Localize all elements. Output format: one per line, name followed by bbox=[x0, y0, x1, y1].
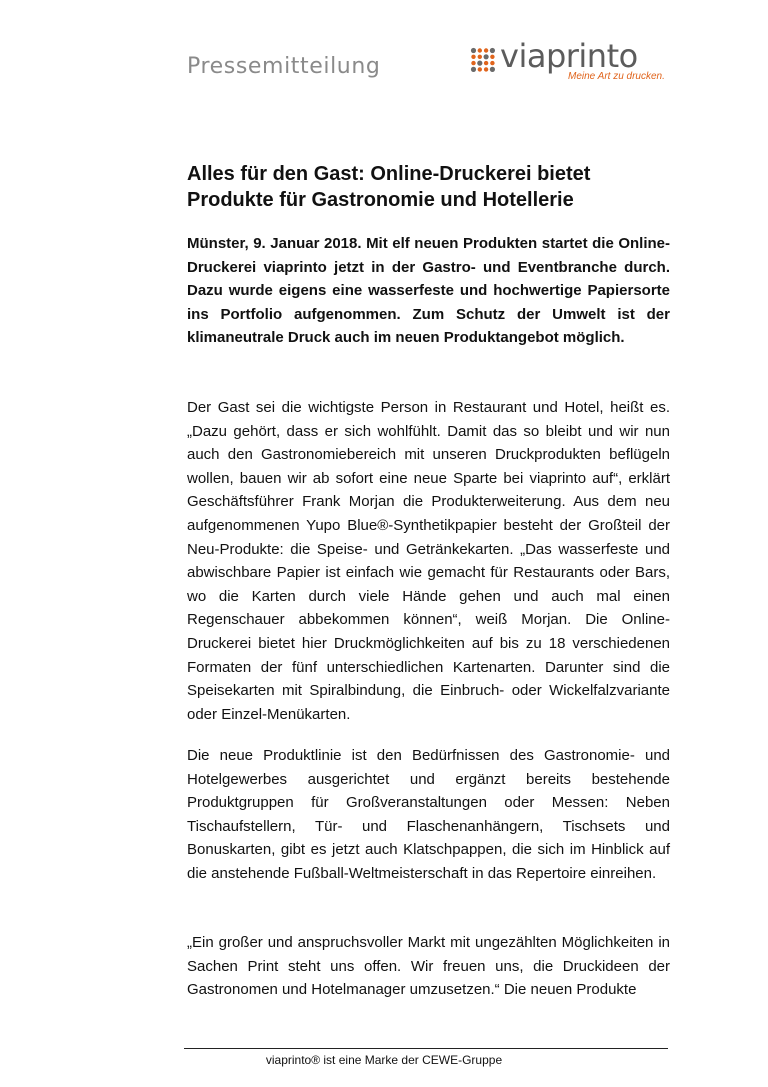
logo-dot bbox=[490, 67, 495, 72]
article-headline: Alles für den Gast: Online-Druckerei bietet Produkte für Gastronomie und Hotellerie bbox=[187, 163, 591, 211]
logo-dot bbox=[471, 67, 476, 72]
logo-dot bbox=[490, 48, 495, 53]
body-paragraph-1 bbox=[187, 396, 670, 726]
logo-dot bbox=[484, 48, 488, 52]
footer-divider bbox=[184, 1048, 668, 1049]
paragraph-text: „Ein großer und anspruchsvoller Markt mit ungezählten Möglichkeiten in Sachen Print steht uns offen. Wir freuen uns, die Druckideen der Gastronomen und Hotelmanager umzusetzen.“ Die neuen Produkte bbox=[187, 934, 670, 999]
logo-dot bbox=[490, 61, 494, 65]
logo-dot bbox=[477, 61, 482, 66]
logo-dot bbox=[478, 48, 482, 52]
logo-dot bbox=[471, 61, 475, 65]
logo-dot bbox=[471, 48, 476, 53]
logo-dot bbox=[484, 54, 489, 59]
logo-tagline: Meine Art zu drucken. bbox=[568, 71, 665, 82]
logo-dot bbox=[478, 67, 482, 71]
body-paragraph-3 bbox=[187, 931, 670, 1002]
lead-paragraph bbox=[187, 232, 670, 350]
logo-dot bbox=[484, 67, 488, 71]
logo-dot bbox=[471, 55, 475, 59]
logo-dot bbox=[484, 61, 488, 65]
logo-dot bbox=[478, 55, 482, 59]
viaprinto-logo bbox=[470, 37, 680, 88]
paragraph-text: Die neue Produktlinie ist den Bedürfnissen des Gastronomie- und Hotelgewerbes ausgerichtet und ergänzt bereits bestehende Produktgruppen für Großveranstaltungen oder Messen: Neben Tischaufstellern, Tür- und Flaschenanhängern, Tischsets und Bonuskarten, gibt es jetzt auch Klatschpappen, die sich im Hinblick auf die anstehende Fußball-Weltmeisterschaft in das Repertoire einreihen. bbox=[187, 747, 670, 882]
document-type-label: Pressemitteilung bbox=[187, 54, 381, 79]
paragraph-text: Der Gast sei die wichtigste Person in Restaurant und Hotel, heißt es. „Dazu gehört, dass er sich wohlfühlt. Damit das so bleibt und wir nun auch den Gastronomiebereich mit unseren Druckprodukten beflügeln wollen, bauen wir ab sofort eine neue Sparte bei viaprinto auf“, erklärt Geschäftsführer Frank Morjan die Produkterweiterung. Aus dem neu aufgenommenen Yupo Blue®-Synthetikpapier besteht der Großteil der Neu-Produkte: die Speise- und Getränkekarten. „Das wasserfeste und abwischbare Papier ist einfach wie gemacht für Restaurants oder Bars, wo die Karten durch viele Hände gehen und auch mal einen Regenschauer abbekommen können“, weiß Morjan. Die Online-Druckerei bietet hier Druckmöglichkeiten auf bis zu 18 verschiedenen Formaten der fünf unterschiedlichen Kartenarten. Darunter sind die Speisekarten mit Spiralbindung, die Einbruch- oder Wickelfalzvariante oder Einzel-Menükarten. bbox=[187, 399, 670, 723]
footer-note: viaprinto® ist eine Marke der CEWE-Gruppe bbox=[265, 1053, 503, 1067]
body-paragraph-2 bbox=[187, 744, 670, 886]
logo-dot bbox=[490, 55, 494, 59]
lead-text: Münster, 9. Januar 2018. Mit elf neuen Produkten startet die Online-Druckerei viaprinto jetzt in der Gastro- und Eventbranche durch. Dazu wurde eigens eine wasserfeste und hochwertige Papiersorte ins Portfolio aufgenommen. Zum Schutz der Umwelt ist der klimaneutrale Druck auch im neuen Produktangebot möglich. bbox=[187, 235, 670, 347]
logo-dot-grid-icon bbox=[470, 47, 496, 73]
logo-wordmark: viaprinto bbox=[500, 37, 638, 75]
